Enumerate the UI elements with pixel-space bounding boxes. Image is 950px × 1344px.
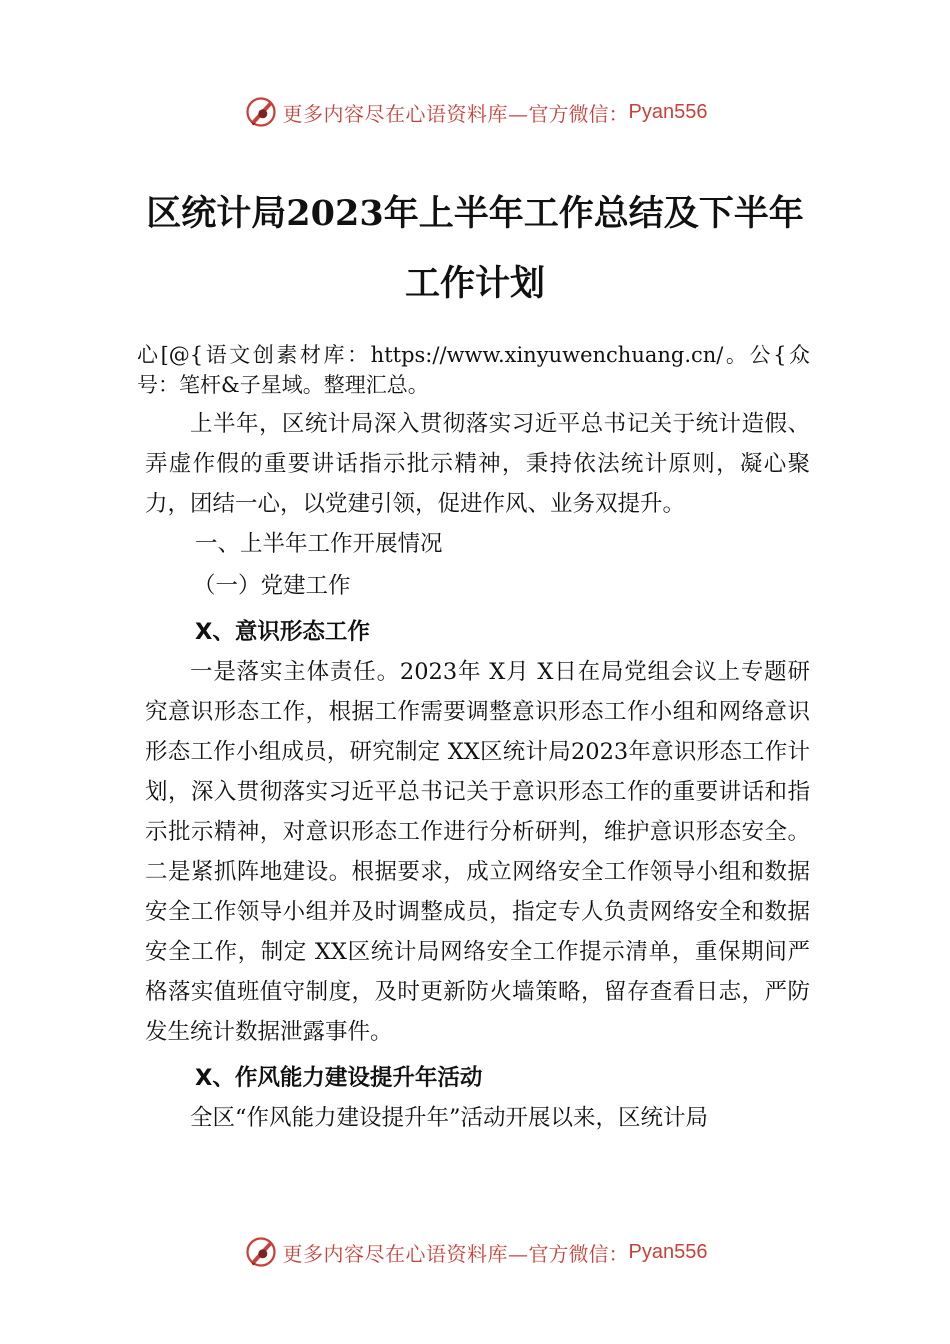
banner-wechat-id: Pyan556 xyxy=(628,1240,708,1263)
banner-wechat-id: Pyan556 xyxy=(628,100,708,123)
intro-paragraph: 上半年，区统计局深入贯彻落实习近平总书记关于统计造假、弄虚作假的重要讲话指示批示精神，秉持依法统计原则，凝心聚力，团结一心，以党建引领，促进作风、业务双提升。 xyxy=(145,411,810,517)
footer-banner xyxy=(0,1232,950,1272)
subsection-heading: （一）党建工作 xyxy=(193,573,351,599)
pen-logo-icon xyxy=(243,94,279,130)
pen-logo-icon xyxy=(243,1234,279,1270)
work-style-paragraph: 全区“作风能力建设提升年”活动开展以来，区统计局 xyxy=(190,1105,709,1131)
ideology-paragraph: 一是落实主体责任。2023年 X月 X日在局党组会议上专题研究意识形态工作，根据工作需要调整意识形态工作小组和网络意识形态工作小组成员，研究制定 XX区统计局2023年意识形态工作计划，深入贯彻落实习近平总书记关于意识形态工作的重要讲话和指示批示精神，对意识形态工作进行分析研判，维护意识形态安全。二是紧抓阵地建设。根据要求，成立网络安全工作领导小组和数据安全工作领导小组并及时调整成员，指定专人负责网络安全和数据安全工作，制定 XX区统计局网络安全工作提示清单，重保期间严格落实值班值守制度，及时更新防火墙策略，留存查看日志，严防发生统计数据泄露事件。 xyxy=(145,659,810,1045)
banner-text: 更多内容尽在心语资料库— xyxy=(282,1241,529,1266)
document-title-line2: 工作计划 xyxy=(404,263,545,304)
document-title-line1: 区统计局2023年上半年工作总结及下半年 xyxy=(146,193,804,234)
item-heading-work-style: X、作风能力建设提升年活动 xyxy=(195,1065,483,1091)
section-heading: 一、上半年工作开展情况 xyxy=(195,531,443,557)
header-banner xyxy=(0,92,950,132)
item-heading-ideology: X、意识形态工作 xyxy=(195,619,370,645)
banner-wechat-label: 官方微信： xyxy=(528,101,629,126)
banner-text: 更多内容尽在心语资料库— xyxy=(282,101,529,126)
banner-wechat-label: 官方微信： xyxy=(528,1241,629,1266)
document-body xyxy=(137,338,810,1138)
source-note: 心[@{语文创素材库：https://www.xinyuwenchuang.cn/。公{众号：笔杆&子星域。整理汇总。 xyxy=(137,343,810,397)
